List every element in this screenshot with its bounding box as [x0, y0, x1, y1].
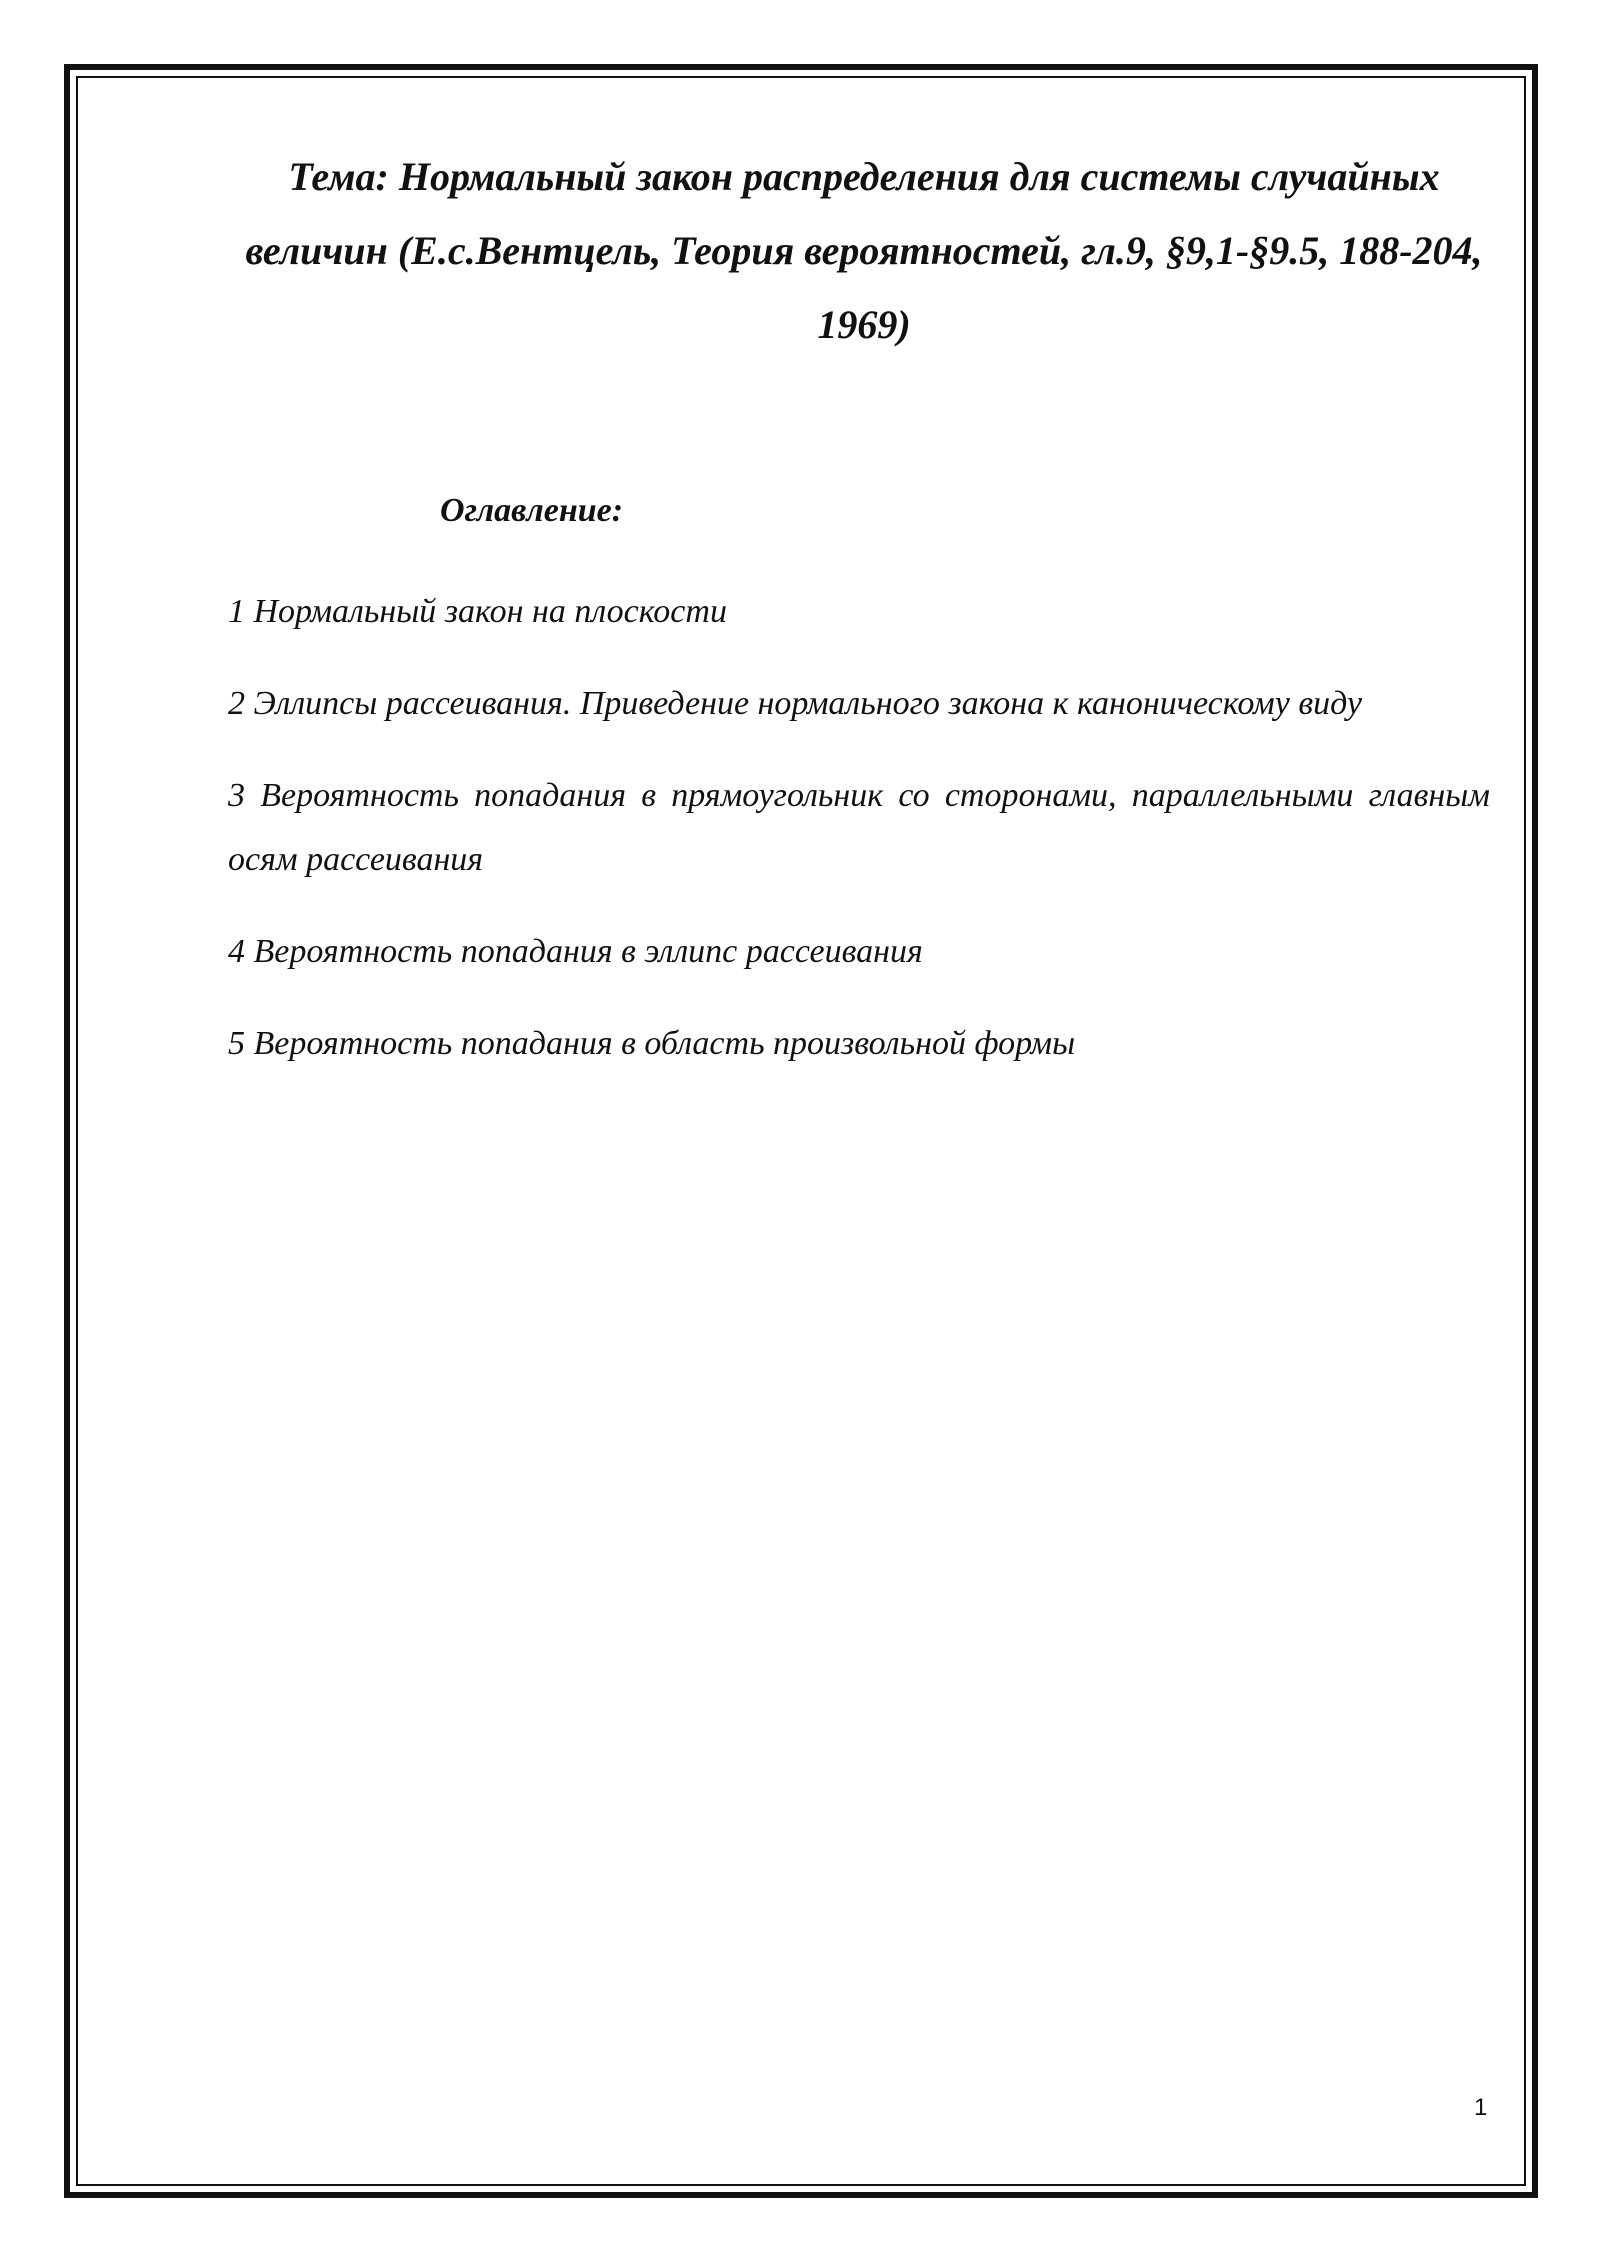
toc-item-5: 5 Вероятность попадания в область произвольной формы: [228, 1025, 1076, 1062]
page-border-inner: [76, 76, 1526, 2186]
toc-heading: Оглавление:: [440, 492, 624, 529]
toc-item-2: 2 Эллипсы рассеивания. Приведение нормального закона к каноническому виду: [228, 685, 1362, 722]
document-title: Тема: Нормальный закон распределения для системы случайных величин (Е.с.Вентцель, Теория вероятностей, гл.9, §9,1-§9.5, 188-204, 1969): [245, 154, 1483, 347]
toc-item-4: 4 Вероятность попадания в эллипс рассеивания: [228, 933, 923, 970]
page-number: 1: [1474, 2094, 1488, 2121]
toc-item-3: 3 Вероятность попадания в прямоугольник со сторонами, параллельными главным осям рассеивания: [228, 777, 1490, 878]
page-content: [228, 140, 1490, 1062]
toc-list: [228, 580, 1490, 1104]
toc-item-1: 1 Нормальный закон на плоскости: [228, 593, 727, 630]
